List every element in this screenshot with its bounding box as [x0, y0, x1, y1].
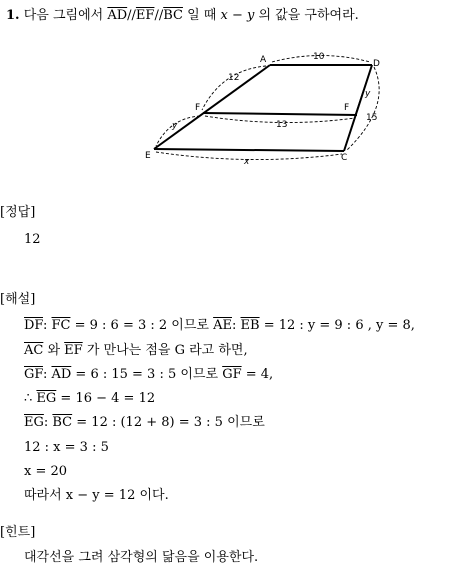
segment-df: $\overline{DF}$	[24, 318, 43, 333]
equation-text: = 16 − 4 = 12	[56, 391, 156, 406]
segment-ae: $\overline{AE}$	[213, 318, 232, 333]
label-x: x	[244, 157, 250, 167]
therefore-sign: ∴	[24, 391, 37, 406]
solution-line-7: x = 20	[24, 464, 68, 479]
label-c: C	[341, 153, 348, 163]
label-y-right: y	[365, 89, 371, 99]
solution-line-8: 따라서 x − y = 12 이다.	[24, 488, 169, 503]
geometry-figure	[0, 46, 451, 226]
problem-text-prefix: 다음 그림에서	[23, 8, 104, 23]
label-13: 13	[276, 120, 288, 130]
ratio-text: = 9 : 6 = 3 : 2 이므로	[70, 318, 214, 333]
segment-ef-line	[203, 113, 357, 115]
ratio-text: = 12 : (12 + 8) = 3 : 5 이므로	[72, 415, 265, 430]
segment-bc: $\overline{BC}$	[163, 8, 183, 23]
solution-line-2	[24, 343, 248, 359]
answer-value: 12	[24, 232, 41, 247]
label-a: A	[260, 55, 267, 65]
connector-text: 와	[43, 343, 65, 358]
problem-statement	[6, 8, 359, 24]
solution-line-5	[24, 415, 265, 431]
solution-line-1	[24, 318, 415, 334]
solution-line-6: 12 : x = 3 : 5	[24, 440, 109, 455]
segment-eg: $\overline{EG}$	[24, 415, 44, 430]
segment-fc: $\overline{FC}$	[51, 318, 71, 333]
label-15: 15	[366, 113, 378, 123]
segment-eb: $\overline{EB}$	[240, 318, 260, 333]
segment-ad: $\overline{AD}$	[51, 367, 72, 382]
ratio-text: = 6 : 15 = 3 : 5 이므로	[71, 367, 223, 382]
solution-line-4	[24, 391, 155, 407]
segment-ef: $\overline{EF}$	[64, 343, 83, 358]
segment-ac: $\overline{AC}$	[24, 343, 44, 358]
label-d: D	[373, 59, 380, 69]
label-e: E	[145, 151, 151, 161]
label-y-left: y	[172, 121, 178, 131]
solution-line-3	[24, 367, 273, 383]
problem-number: 1.	[6, 8, 20, 23]
answer-heading: [정답]	[0, 205, 36, 220]
colon: :	[42, 367, 52, 382]
label-f-right: F	[344, 103, 350, 113]
ratio-text: = 12 : y = 9 : 6 , y = 8,	[259, 318, 415, 333]
problem-expression: x − y	[220, 8, 255, 23]
segment-bc: $\overline{BC}$	[52, 415, 73, 430]
parallel-sign: //	[154, 8, 164, 23]
hint-text: 대각선을 그려 삼각형의 닮음을 이용한다.	[24, 550, 259, 565]
segment-gf: $\overline{GF}$	[222, 367, 242, 382]
label-f-left: F	[195, 103, 201, 113]
solution-heading: [해설]	[0, 292, 36, 307]
label-10: 10	[313, 52, 325, 62]
problem-text-when: 일 때	[187, 8, 217, 23]
segment-ad: $\overline{AD}$	[107, 8, 128, 23]
label-12: 12	[228, 73, 240, 83]
segment-gf: $\overline{GF}$	[24, 367, 43, 382]
segment-ef: $\overline{EF}$	[135, 8, 155, 23]
parallel-sign: //	[127, 8, 136, 23]
colon: :	[43, 415, 53, 430]
edge-ec	[154, 149, 344, 151]
solution-text: 가 만나는 점을 G 라고 하면,	[82, 343, 248, 358]
segment-eg: $\overline{EG}$	[36, 391, 57, 406]
edge-ae	[154, 65, 270, 149]
hint-heading: [힌트]	[0, 525, 36, 540]
dim-arc-15	[347, 67, 379, 150]
ratio-text: = 4,	[241, 367, 274, 382]
problem-text-suffix: 의 값을 구하여라.	[258, 8, 359, 23]
colon: :	[42, 318, 52, 333]
colon: :	[232, 318, 241, 333]
